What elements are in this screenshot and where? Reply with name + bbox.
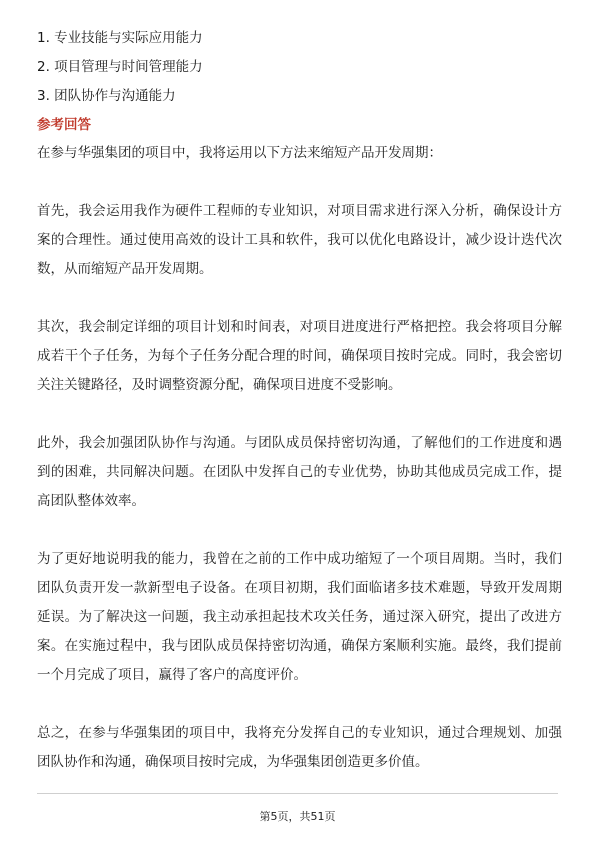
footer-divider xyxy=(37,793,558,794)
page-number: 第5页，共51页 xyxy=(259,810,336,823)
list-item-2: 2. 项目管理与时间管理能力 xyxy=(37,59,203,75)
paragraph-3: 此外，我会加强团队协作与沟通。与团队成员保持密切沟通，了解他们的工作进度和遇到的困难，共同解决问题。在团队中发挥自己的专业优势，协助其他成员完成工作，提高团队整体效率。 xyxy=(37,435,562,509)
paragraph-4: 为了更好地说明我的能力，我曾在之前的工作中成功缩短了一个项目周期。当时，我们团队负责开发一款新型电子设备。在项目初期，我们面临诸多技术难题，导致开发周期延误。为了解决这一问题，我主动承担起技术攻关任务，通过深入研究，提出了改进方案。在实施过程中，我与团队成员保持密切沟通，确保方案顺利实施。最终，我们提前一个月完成了项目，赢得了客户的高度评价。 xyxy=(37,551,562,683)
list-item-3: 3. 团队协作与沟通能力 xyxy=(37,88,176,104)
main-content xyxy=(37,28,562,777)
answer-title: 参考回答 xyxy=(37,117,91,133)
list-item-1: 1. 专业技能与实际应用能力 xyxy=(37,30,203,46)
intro-paragraph: 在参与华强集团的项目中，我将运用以下方法来缩短产品开发周期： xyxy=(37,145,442,161)
paragraph-5: 总之，在参与华强集团的项目中，我将充分发挥自己的专业知识，通过合理规划、加强团队协作和沟通，确保项目按时完成，为华强集团创造更多价值。 xyxy=(37,725,562,770)
paragraph-1: 首先，我会运用我作为硬件工程师的专业知识，对项目需求进行深入分析，确保设计方案的合理性。通过使用高效的设计工具和软件，我可以优化电路设计，减少设计迭代次数，从而缩短产品开发周期。 xyxy=(37,203,562,277)
paragraph-2: 其次，我会制定详细的项目计划和时间表，对项目进度进行严格把控。我会将项目分解成若干个子任务，为每个子任务分配合理的时间，确保项目按时完成。同时，我会密切关注关键路径，及时调整资源分配，确保项目进度不受影响。 xyxy=(37,319,562,393)
